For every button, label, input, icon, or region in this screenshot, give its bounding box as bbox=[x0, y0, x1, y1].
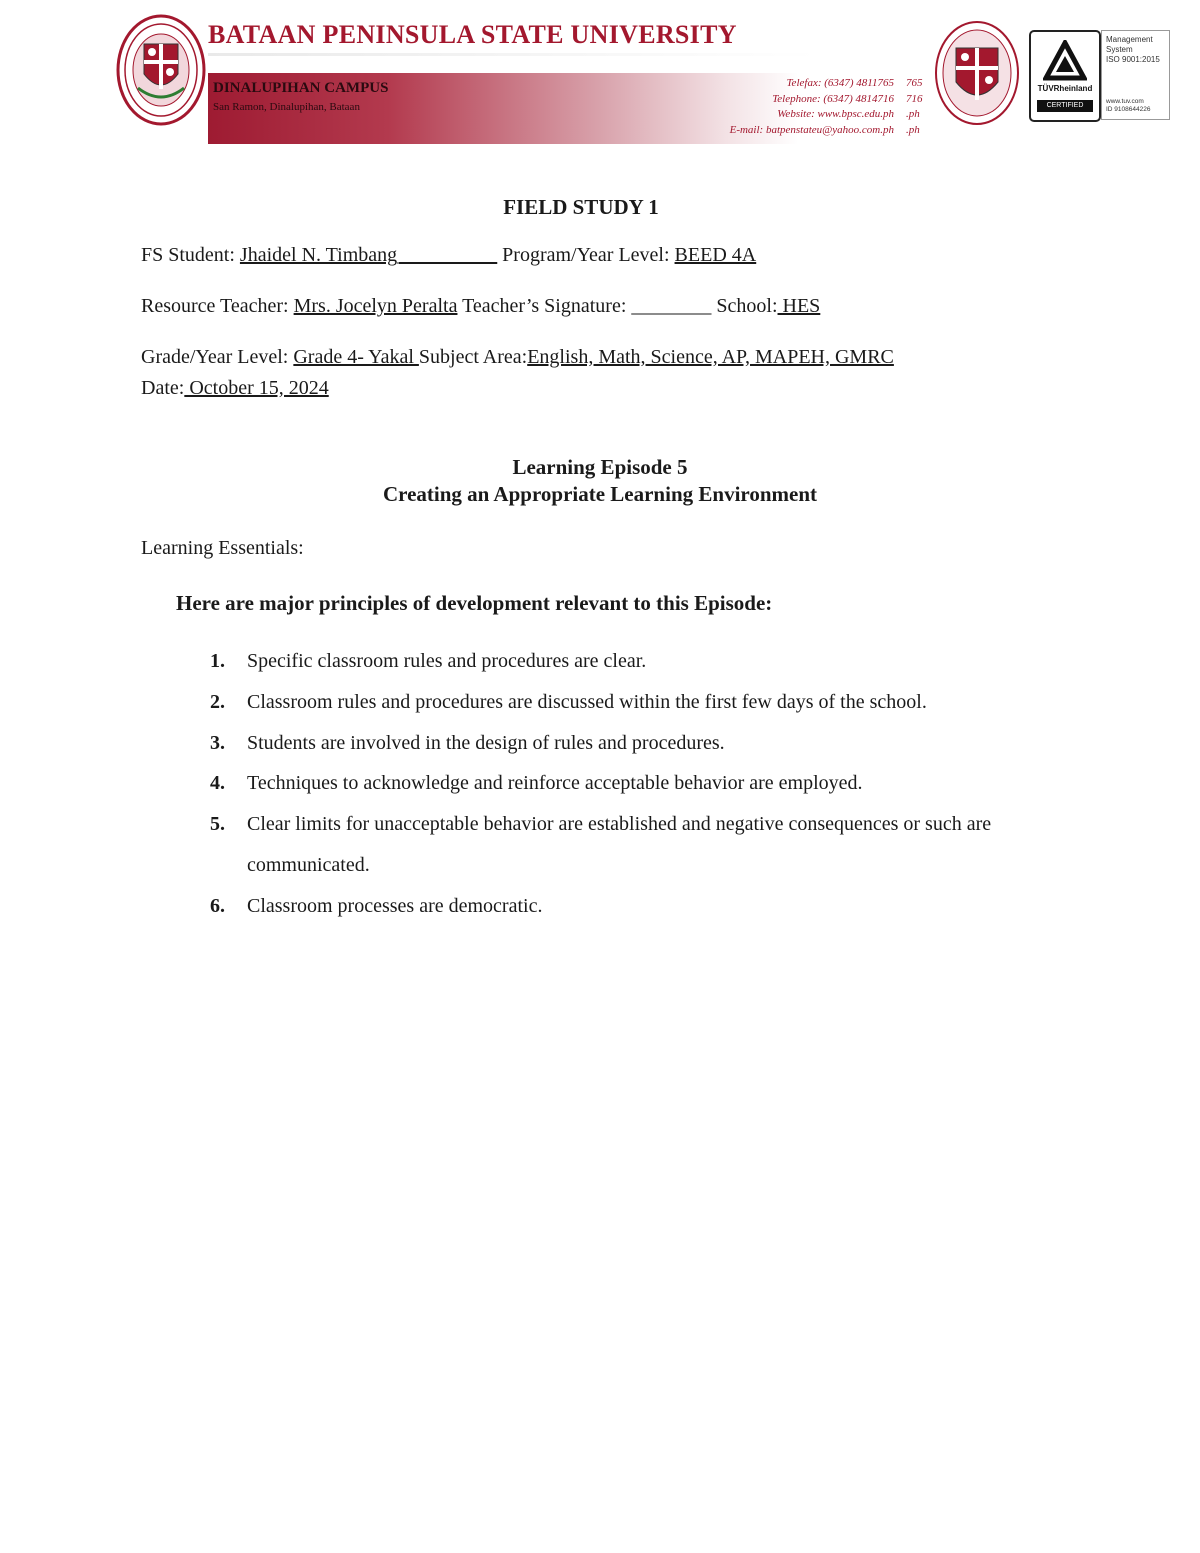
website: Website: www.bpsc.edu.ph bbox=[777, 108, 894, 120]
grade-value: Grade 4- Yakal bbox=[293, 346, 419, 368]
learning-essentials-label: Learning Essentials: bbox=[141, 537, 304, 559]
telefax: Telefax: (6347) 4811765 bbox=[786, 77, 894, 89]
list-item-number: 1. bbox=[210, 650, 225, 672]
principles-list bbox=[210, 641, 1070, 927]
subject-label: Subject Area: bbox=[418, 346, 528, 368]
iso-line: Management bbox=[1106, 35, 1153, 44]
list-item-number: 2. bbox=[210, 690, 225, 713]
telephone-overflow: 716 bbox=[906, 92, 923, 105]
telefax-overflow: 765 bbox=[906, 77, 923, 89]
university-seal-left bbox=[116, 14, 206, 126]
fs-student-line bbox=[141, 244, 756, 267]
campus-name: DINALUPIHAN CAMPUS bbox=[213, 80, 389, 96]
telephone: Telephone: (6347) 4814716 bbox=[772, 92, 894, 105]
document-title: FIELD STUDY 1 bbox=[503, 195, 659, 219]
website-overflow: .ph bbox=[906, 108, 920, 120]
tuv-brand: TÜVRheinland bbox=[1037, 84, 1093, 93]
episode-subtitle: Creating an Appropriate Learning Environment bbox=[382, 482, 818, 506]
signature-label: Teacher’s Signature: ________ bbox=[457, 295, 717, 317]
campus-address: San Ramon, Dinalupihan, Bataan bbox=[213, 101, 360, 113]
contact-info-overflow bbox=[906, 76, 923, 138]
date-label: Date: bbox=[141, 377, 185, 399]
contact-info bbox=[730, 76, 894, 138]
list-item bbox=[210, 763, 1070, 804]
resource-teacher-label: Resource Teacher: bbox=[141, 295, 294, 317]
iso-footer bbox=[1106, 98, 1150, 114]
list-item-text: Students are involved in the design of rules and procedures. bbox=[247, 731, 725, 754]
list-item-text: Techniques to acknowledge and reinforce acceptable behavior are employed. bbox=[247, 772, 863, 795]
list-item-number: 4. bbox=[210, 772, 225, 795]
resource-teacher-value: Mrs. Jocelyn Peralta bbox=[293, 295, 458, 317]
list-item-text: Specific classroom rules and procedures are clear. bbox=[247, 650, 647, 672]
subject-value: English, Math, Science, AP, MAPEH, GMRC bbox=[527, 346, 894, 368]
grade-line bbox=[141, 346, 894, 369]
list-item bbox=[210, 804, 1070, 886]
tuv-certified-label: CERTIFIED bbox=[1037, 100, 1093, 112]
fs-student-value: Jhaidel N. Timbang__________ bbox=[239, 244, 498, 266]
date-value: October 15, 2024 bbox=[184, 377, 329, 399]
principles-heading: Here are major principles of development relevant to this Episode: bbox=[176, 591, 773, 615]
resource-teacher-line bbox=[141, 295, 820, 318]
iso-foot-line: ID 9108644226 bbox=[1106, 106, 1151, 113]
iso-system-text bbox=[1106, 35, 1160, 65]
list-item-text: Classroom processes are democratic. bbox=[247, 894, 543, 917]
date-line bbox=[141, 377, 329, 400]
email: E-mail: batpenstateu@yahoo.com.ph bbox=[729, 123, 894, 136]
list-item bbox=[210, 886, 1070, 927]
school-label: School: bbox=[716, 295, 778, 317]
episode-title: Learning Episode 5 bbox=[512, 455, 688, 479]
tuv-certification-badge bbox=[1029, 30, 1101, 122]
list-item-text: Classroom rules and procedures are discussed within the first few days of the school. bbox=[247, 690, 927, 713]
program-label: Program/Year Level: bbox=[497, 244, 675, 266]
list-item bbox=[210, 682, 1070, 723]
list-item bbox=[210, 723, 1070, 764]
list-item-number: 3. bbox=[210, 731, 225, 754]
program-value: BEED 4A bbox=[674, 244, 757, 266]
iso-foot-line: www.tuv.com bbox=[1106, 98, 1144, 105]
fs-student-label: FS Student: bbox=[141, 244, 240, 266]
letterhead bbox=[0, 0, 1200, 160]
list-item-text: Clear limits for unacceptable behavior are established and negative consequences or such are communicated. bbox=[247, 813, 992, 876]
banner-divider bbox=[208, 53, 818, 56]
grade-label: Grade/Year Level: bbox=[141, 346, 294, 368]
university-name: BATAAN PENINSULA STATE UNIVERSITY bbox=[208, 20, 737, 49]
iso-line: System bbox=[1106, 45, 1133, 54]
university-seal-right bbox=[934, 20, 1020, 126]
school-value: HES bbox=[777, 295, 821, 317]
tuv-triangle-icon bbox=[1043, 40, 1087, 82]
list-item-number: 6. bbox=[210, 894, 225, 917]
list-item-number: 5. bbox=[210, 813, 225, 836]
iso-line: ISO 9001:2015 bbox=[1106, 55, 1160, 64]
list-item bbox=[210, 641, 1070, 682]
iso-certificate bbox=[1101, 30, 1170, 120]
email-overflow: .ph bbox=[906, 123, 920, 136]
